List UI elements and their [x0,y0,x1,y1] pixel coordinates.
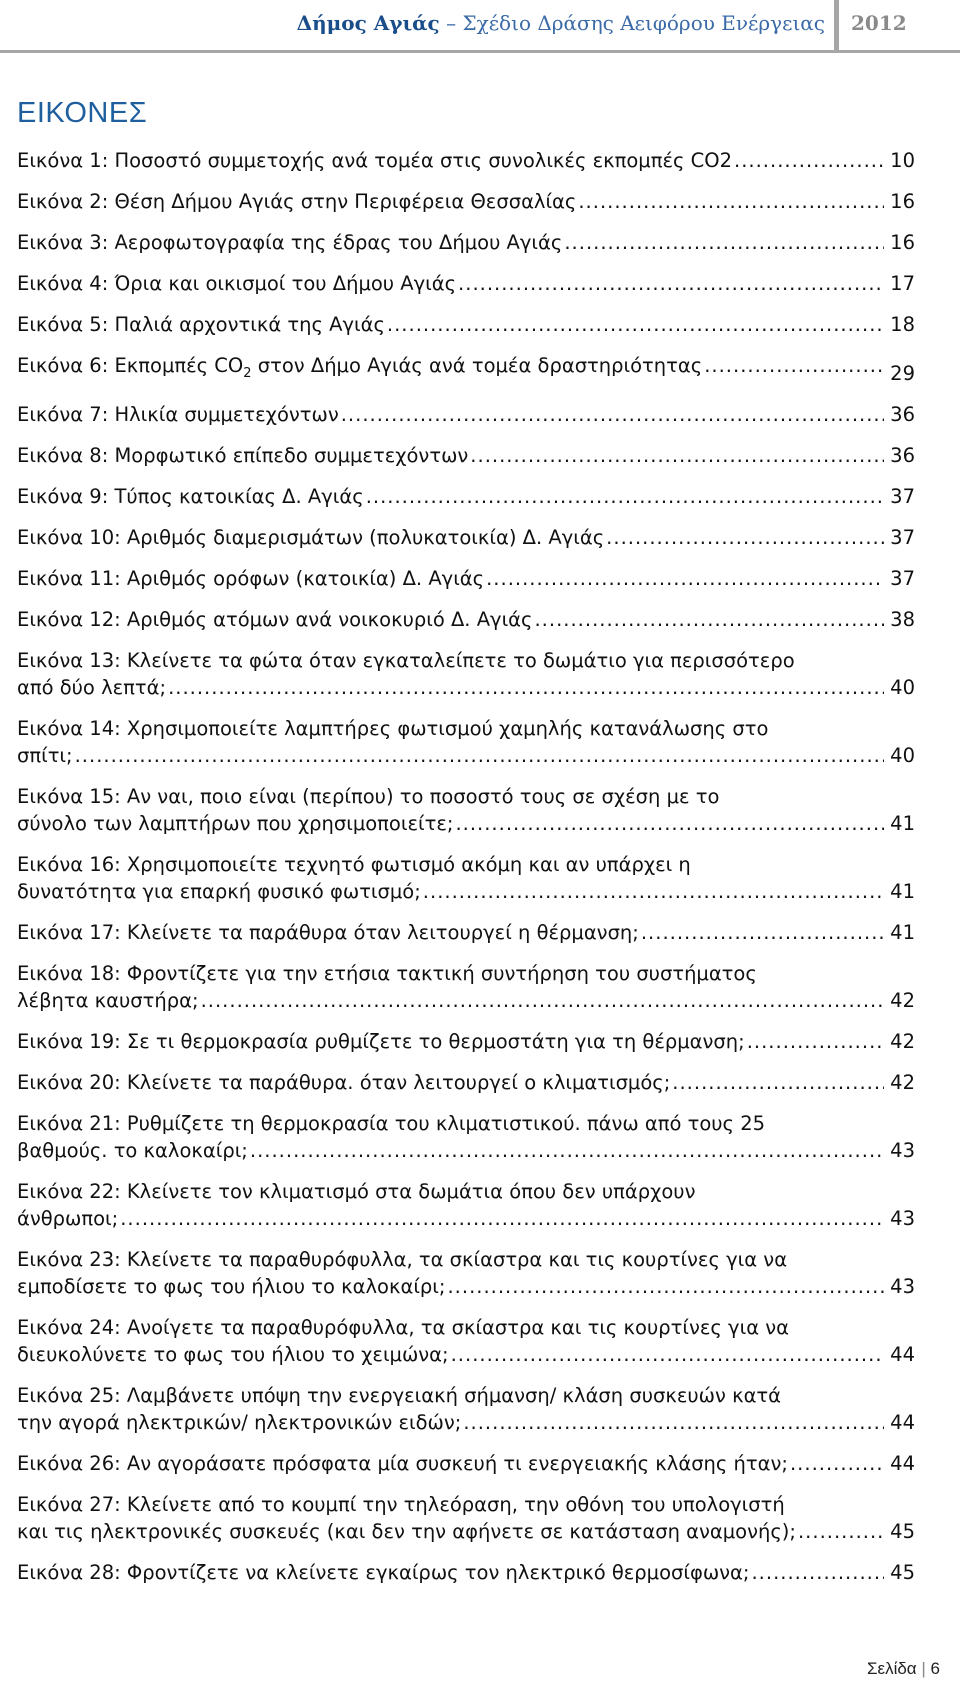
toc-entry-label [17,606,884,633]
toc-entry[interactable] [17,442,915,469]
toc-entry-page-number: 44 [890,1342,915,1366]
toc-entry-label [17,352,884,387]
header-title [297,11,825,35]
toc-entry-label [17,188,884,215]
toc-entry-text-line2: σπίτι; [17,743,73,767]
toc-entry-label [17,1028,884,1055]
toc-entry-text: Εικόνα 7: Ηλικία συμμετεχόντων [17,402,339,426]
toc-entry-text: Εικόνα 20: Κλείνετε τα παράθυρα. όταν λειτουργεί ο κλιματισμός; [17,1070,671,1094]
toc-entry-label [17,1069,884,1096]
toc-entry-text-line2: εμποδίσετε το φως του ήλιου το καλοκαίρι; [17,1274,446,1298]
toc-entry-text-line1: Εικόνα 13: Κλείνετε τα φώτα όταν εγκαταλείπετε το δωμάτιο για περισσότερο [17,648,795,672]
toc-entry[interactable] [17,483,915,510]
header-separator: – [446,11,457,35]
toc-entry-text: Εικόνα 12: Αριθμός ατόμων ανά νοικοκυριό Δ. Αγιάς [17,607,533,631]
toc-entry-page-number: 41 [890,811,915,835]
toc-entry-page-number: 29 [890,361,915,385]
toc-entry[interactable] [17,606,915,633]
toc-entry-page-number: 44 [890,1451,915,1475]
toc-entry-label [17,1314,884,1368]
toc-entry[interactable] [17,229,915,256]
header-plan-title: Σχέδιο Δράσης Αειφόρου Ενέργειας [462,11,825,35]
toc-entry-page-number: 16 [890,190,915,213]
toc-entry-text: Εικόνα 9: Τύπος κατοικίας Δ. Αγιάς [17,484,364,508]
toc-entry-page-number: 10 [890,149,915,172]
toc-entry[interactable] [17,851,915,905]
toc-entry-text-line2: από δύο λεπτά; [17,675,167,699]
footer-page-label: Σελίδα [866,1659,917,1678]
toc-entry-text-line2: δυνατότητα για επαρκή φυσικό φωτισμό; [17,879,421,903]
toc-entry-text-line2: άνθρωποι; [17,1206,119,1230]
toc-entry-page-number: 45 [890,1560,915,1584]
toc-entry-leader [17,1205,884,1232]
toc-entry[interactable] [17,647,915,701]
toc-entry-text: Εικόνα 17: Κλείνετε τα παράθυρα όταν λειτουργεί η θέρμανση; [17,920,639,944]
toc-entry-leader [17,1518,884,1545]
toc-entry-label [17,565,884,592]
toc-entry-label [17,442,884,469]
page-footer [867,1659,940,1679]
toc-entry-text-part: Εικόνα 6: Εκπομπές CO [17,354,244,377]
toc-entry-page-number: 40 [890,743,915,767]
toc-entry-text-line1: Εικόνα 27: Κλείνετε από το κουμπί την τηλεόραση, την οθόνη του υπολογιστή [17,1492,785,1516]
toc-entry-text: Εικόνα 19: Σε τι θερμοκρασία ρυθμίζετε το θερμοστάτη για τη θέρμανση; [17,1029,745,1053]
toc-entry-page-number: 18 [890,313,915,336]
toc-entry-leader [17,987,884,1014]
toc-entry-text-line2: λέβητα καυστήρα; [17,988,199,1012]
toc-entry-page-number: 44 [890,1410,915,1434]
toc-entry-label [17,483,884,510]
header-divider [834,0,839,50]
toc-entry-page-number: 42 [890,1070,915,1094]
toc-entry[interactable] [17,715,915,769]
toc-entry-leader [17,878,884,905]
toc-entry-text: Εικόνα 26: Αν αγοράσατε πρόσφατα μία συσκευή τι ενεργειακής κλάσης ήταν; [17,1451,788,1475]
toc-entry-label [17,1491,884,1545]
toc-entry-page-number: 37 [890,484,915,508]
toc-entry-text-line1: Εικόνα 23: Κλείνετε τα παραθυρόφυλλα, τα σκίαστρα και τις κουρτίνες για να [17,1247,788,1271]
toc-entry[interactable] [17,1382,915,1436]
toc-entry-text: Εικόνα 1: Ποσοστό συμμετοχής ανά τομέα στις συνολικές εκπομπές CO2 [17,149,732,172]
toc-entry-label [17,270,884,297]
toc-entry[interactable] [17,524,915,551]
toc-entry-text [17,354,704,381]
toc-entry-text-line2: βαθμούς. το καλοκαίρι; [17,1138,248,1162]
toc-entry-label [17,147,884,174]
toc-entry-text: Εικόνα 8: Μορφωτικό επίπεδο συμμετεχόντων [17,443,469,467]
header-year: 2012 [851,11,907,35]
toc-entry-label [17,1382,884,1436]
section-title: ΕΙΚΟΝΕΣ [17,97,148,129]
toc-entry-text: Εικόνα 3: Αεροφωτογραφία της έδρας του Δήμου Αγιάς [17,231,563,254]
toc-entry-page-number: 37 [890,525,915,549]
toc-entry-leader [17,1273,884,1300]
toc-entry[interactable] [17,147,915,174]
toc-entry[interactable] [17,1491,915,1545]
toc-entry[interactable] [17,565,915,592]
toc-entry-page-number: 36 [890,402,915,426]
toc-entry-text-line1: Εικόνα 18: Φροντίζετε για την ετήσια τακτική συντήρηση του συστήματος [17,961,757,985]
toc-entry-text-part: στον Δήμο Αγιάς ανά τομέα δραστηριότητας [251,354,703,377]
toc-entry-leader [17,1137,884,1164]
toc-entry-label [17,1178,884,1232]
toc-entry[interactable] [17,401,915,428]
toc-entry-label [17,715,884,769]
toc-entry-text: Εικόνα 28: Φροντίζετε να κλείνετε εγκαίρως τον ηλεκτρικό θερμοσίφωνα; [17,1560,750,1584]
toc-entry-label [17,783,884,837]
toc-entry-label [17,1246,884,1300]
toc-entry-page-number: 16 [890,231,915,254]
toc-entry-label [17,647,884,701]
toc-entry[interactable] [17,311,915,338]
toc-entry-page-number: 43 [890,1274,915,1298]
toc-entry-label [17,311,884,338]
toc-entry-text-line1: Εικόνα 25: Λαμβάνετε υπόψη την ενεργειακή σήμανση/ κλάση συσκευών κατά [17,1383,782,1407]
toc-entry-page-number: 41 [890,879,915,903]
toc-entry[interactable] [17,1110,915,1164]
toc-entry-text-line1: Εικόνα 15: Αν ναι, ποιο είναι (περίπου) το ποσοστό τους σε σχέση με το [17,784,720,808]
toc-entry-text-line1: Εικόνα 14: Χρησιμοποιείτε λαμπτήρες φωτισμού χαμηλής κατανάλωσης στο [17,716,769,740]
toc-entry-label [17,401,884,428]
toc-entry-text-line1: Εικόνα 24: Ανοίγετε τα παραθυρόφυλλα, τα σκίαστρα και τις κουρτίνες για να [17,1315,789,1339]
header-rule [0,50,960,53]
toc-entry-text: Εικόνα 11: Αριθμός ορόφων (κατοικία) Δ. Αγιάς [17,566,485,590]
toc-entry-label [17,1450,884,1477]
toc-entry-text-line2: σύνολο των λαμπτήρων που χρησιμοποιείτε; [17,811,454,835]
figure-list [17,147,915,1600]
toc-entry-leader [17,674,884,701]
toc-entry[interactable] [17,919,915,946]
toc-entry[interactable] [17,1314,915,1368]
toc-entry-label [17,919,884,946]
toc-entry-page-number: 43 [890,1206,915,1230]
toc-entry[interactable] [17,783,915,837]
toc-entry-text: Εικόνα 5: Παλιά αρχοντικά της Αγιάς [17,313,385,336]
toc-entry-page-number: 42 [890,988,915,1012]
toc-entry-page-number: 38 [890,607,915,631]
footer-separator: | [921,1659,926,1678]
footer-page-number: 6 [930,1659,940,1678]
toc-entry-page-number: 37 [890,566,915,590]
toc-entry[interactable] [17,352,915,387]
toc-entry[interactable] [17,1069,915,1096]
subscript: 2 [243,365,252,381]
toc-entry-page-number: 40 [890,675,915,699]
toc-entry-leader [17,810,884,837]
toc-entry[interactable] [17,960,915,1014]
toc-entry-leader [17,1409,884,1436]
toc-entry-label [17,1559,884,1586]
toc-entry-page-number: 17 [890,272,915,295]
toc-entry-page-number: 36 [890,443,915,467]
toc-entry-label [17,229,884,256]
toc-entry-leader [17,742,884,769]
toc-entry[interactable] [17,1178,915,1232]
toc-entry[interactable] [17,1028,915,1055]
toc-entry[interactable] [17,1450,915,1477]
toc-entry-label [17,1110,884,1164]
toc-entry-text: Εικόνα 10: Αριθμός διαμερισμάτων (πολυκατοικία) Δ. Αγιάς [17,525,605,549]
toc-entry-page-number: 43 [890,1138,915,1162]
toc-entry-text: Εικόνα 4: Όρια και οικισμοί του Δήμου Αγιάς [17,272,457,295]
toc-entry-page-number: 45 [890,1519,915,1543]
toc-entry-text-line2: διευκολύνετε το φως του ήλιου το χειμώνα; [17,1342,449,1366]
toc-entry[interactable] [17,1246,915,1300]
toc-entry-text-line1: Εικόνα 16: Χρησιμοποιείτε τεχνητό φωτισμό ακόμη και αν υπάρχει η [17,852,691,876]
running-header [0,0,960,50]
toc-entry-text-line2: την αγορά ηλεκτρικών/ ηλεκτρονικών ειδών; [17,1410,462,1434]
toc-entry[interactable] [17,188,915,215]
toc-entry-label [17,851,884,905]
toc-entry-text-line1: Εικόνα 21: Ρυθμίζετε τη θερμοκρασία του κλιματιστικού. πάνω από τους 25 [17,1111,766,1135]
toc-entry-page-number: 41 [890,920,915,944]
toc-entry-label [17,524,884,551]
toc-entry-label [17,960,884,1014]
toc-entry-text-line1: Εικόνα 22: Κλείνετε τον κλιματισμό στα δωμάτια όπου δεν υπάρχουν [17,1179,696,1203]
toc-entry-page-number: 42 [890,1029,915,1053]
toc-entry-text-line2: και τις ηλεκτρονικές συσκευές (και δεν την αφήνετε σε κατάσταση αναμονής); [17,1519,796,1543]
toc-entry[interactable] [17,1559,915,1586]
header-municipality: Δήμος Αγιάς [296,11,440,35]
toc-entry-text: Εικόνα 2: Θέση Δήμου Αγιάς στην Περιφέρεια Θεσσαλίας [17,190,577,213]
toc-entry[interactable] [17,270,915,297]
toc-entry-leader [17,1341,884,1368]
